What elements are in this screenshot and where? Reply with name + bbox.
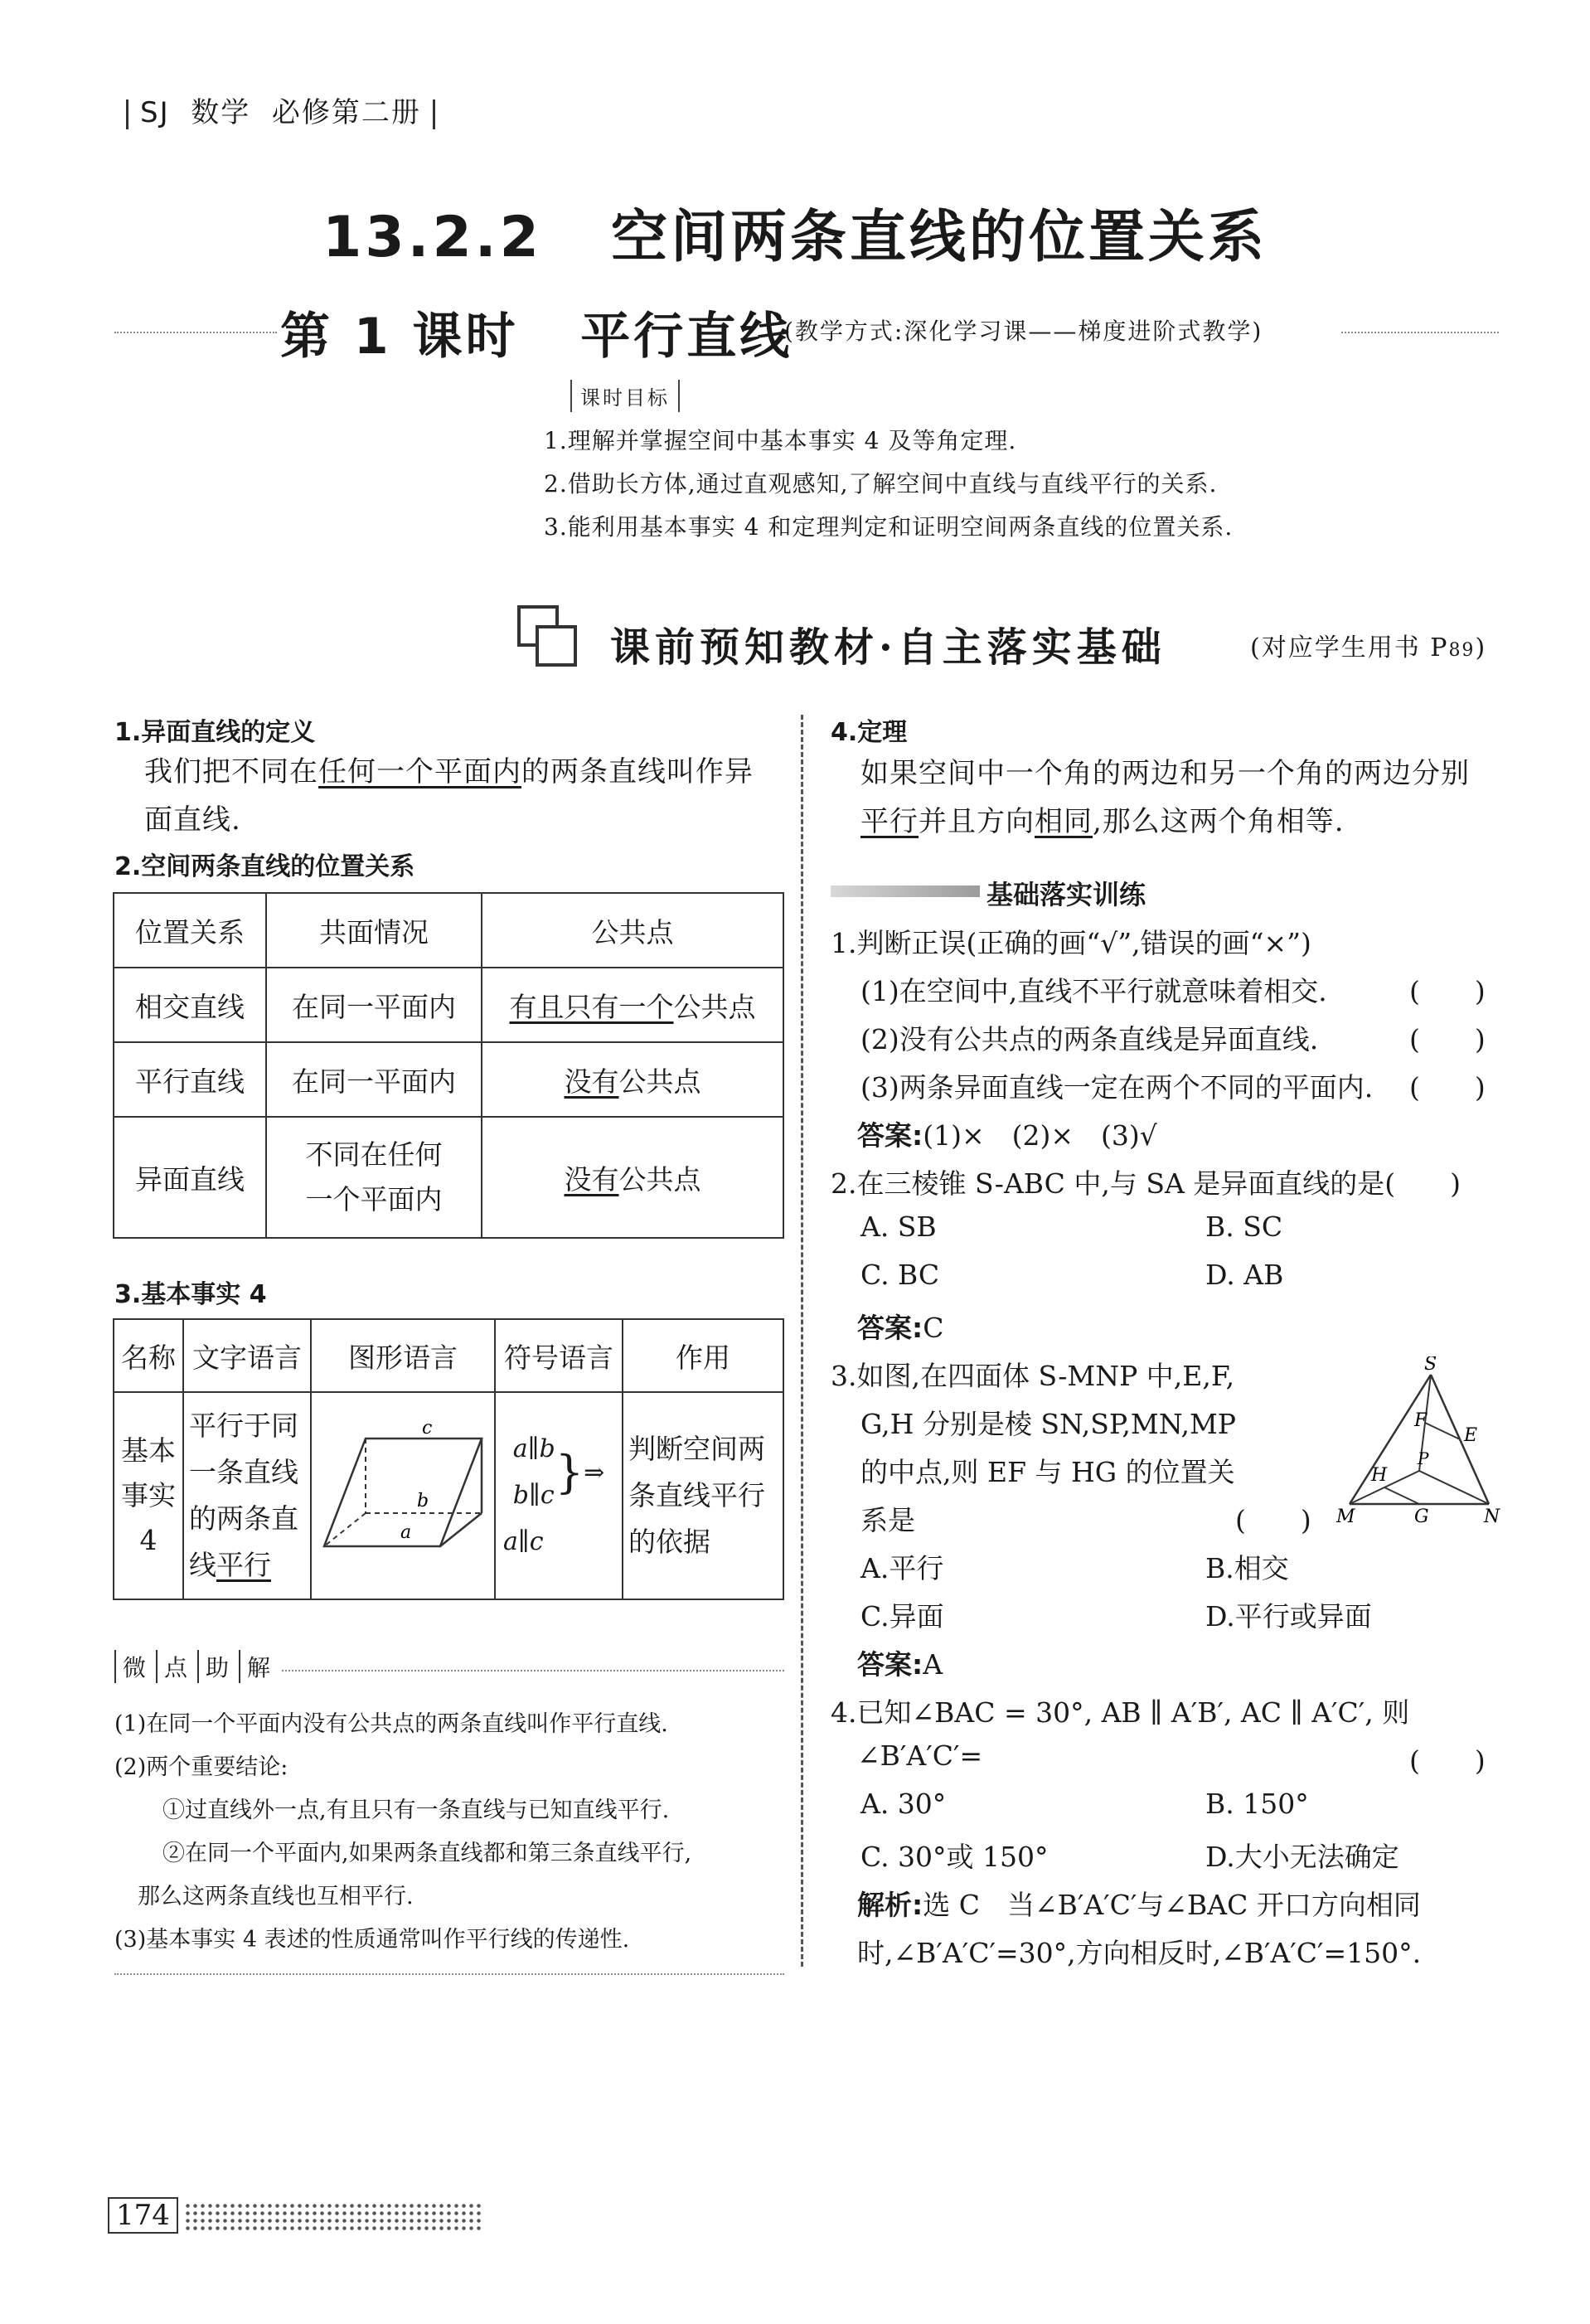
cell-underlined: 没有	[564, 1065, 619, 1098]
answer-label: 答案:	[857, 1312, 923, 1344]
symbol-line: b∥c	[512, 1481, 555, 1510]
section-number: 13.2.2	[322, 205, 542, 270]
cell-line: 基本	[121, 1434, 176, 1467]
heading-skew-definition: 1.异面直线的定义	[114, 718, 316, 747]
cell-text: 公共点	[673, 990, 756, 1023]
fig-label-b: b	[417, 1491, 429, 1511]
cell-line: 条直线平行	[628, 1479, 765, 1511]
column-divider	[801, 715, 803, 1967]
page-number: 174	[108, 2197, 178, 2234]
table-row	[114, 1042, 783, 1117]
parallel-lines-figure	[316, 1422, 490, 1563]
tip-line: ①过直线外一点,有且只有一条直线与已知直线平行.	[162, 1798, 670, 1823]
table-header-cell: 符号语言	[495, 1319, 623, 1392]
table-cell: 在同一平面内	[266, 968, 482, 1042]
q4-stem: ∠B′A′C′=	[857, 1739, 983, 1772]
ref-suffix: )	[1475, 633, 1487, 662]
fig-label-a: a	[400, 1522, 412, 1543]
table-cell	[482, 968, 783, 1042]
header-bar-right	[433, 99, 435, 129]
fig-label-P: P	[1418, 1448, 1429, 1468]
q4-stem: 4.已知∠BAC = 30°, AB ∥ A′B′, AC ∥ A′C′, 则	[831, 1696, 1410, 1729]
lesson-label: 第 1 课时	[280, 308, 519, 366]
tip-line: (1)在同一个平面内没有公共点的两条直线叫作平行直线.	[114, 1711, 668, 1737]
section-reference	[1250, 627, 1486, 663]
def-text: 我们把不同在	[144, 755, 318, 788]
header-subject: 数学	[191, 96, 251, 129]
table-header-cell: 共面情况	[266, 893, 482, 968]
ref-prefix: (对应学生用书 P	[1250, 633, 1449, 662]
heading-fact4: 3.基本事实 4	[114, 1280, 267, 1309]
fact4-table	[113, 1318, 784, 1600]
q3-option: A.平行	[860, 1552, 944, 1584]
explanation-text: 选 C 当∠B′A′C′与∠BAC 开口方向相同	[923, 1889, 1421, 1921]
table-header-cell: 位置关系	[114, 893, 266, 968]
goal-item: 3.能利用基本事实 4 和定理判定和证明空间两条直线的位置关系.	[544, 513, 1234, 541]
symbol-line: a∥b	[512, 1434, 555, 1463]
q1-answer	[857, 1114, 1157, 1153]
cell-line: 平行于同	[189, 1409, 298, 1442]
q1-item: (1)在空间中,直线不平行就意味着相交.	[860, 975, 1327, 1007]
cell-underlined: 有且只有一个	[509, 990, 674, 1023]
tip-line: 那么这两条直线也互相平行.	[138, 1884, 414, 1909]
q4-explanation-cont: 时,∠B′A′C′=30°,方向相反时,∠B′A′C′=150°.	[857, 1937, 1422, 1969]
cell-line	[189, 1542, 309, 1589]
table-cell: 相交直线	[114, 968, 266, 1042]
table-cell	[266, 1117, 482, 1238]
q3-answer	[857, 1643, 943, 1682]
fig-label-H: H	[1371, 1465, 1388, 1486]
lesson-heading	[280, 297, 793, 368]
answer-value: C	[923, 1312, 944, 1344]
table-header-cell: 公共点	[482, 893, 783, 968]
table-row	[114, 1392, 783, 1599]
cell-line: 4	[139, 1524, 158, 1556]
q2-option: C. BC	[860, 1259, 940, 1291]
theorem-text: 如果空间中一个角的两边和另一个角的两边分别	[860, 757, 1470, 790]
goal-item: 2.借助长方体,通过直观感知,了解空间中直线与直线平行的关系.	[544, 470, 1218, 497]
fact4-symbol-cell	[495, 1392, 623, 1599]
q3-line: 的中点,则 EF 与 HG 的位置关	[860, 1456, 1235, 1488]
table-cell: 平行直线	[114, 1042, 266, 1117]
implies-arrow: ⇒	[584, 1458, 605, 1487]
tip-line: (2)两个重要结论:	[114, 1754, 288, 1780]
q3-line: 3.如图,在四面体 S-MNP 中,E,F,	[831, 1360, 1235, 1392]
lesson-method: (教学方式:深化学习课——梯度进阶式教学)	[784, 318, 1263, 345]
answer-label: 答案:	[857, 1648, 923, 1681]
table-cell	[482, 1117, 783, 1238]
fig-label-G: G	[1414, 1506, 1429, 1527]
heading-theorem: 4.定理	[831, 718, 908, 747]
tips-tag-char: 助	[197, 1650, 239, 1683]
page-dot-pattern	[184, 2202, 482, 2230]
q2-option: B. SC	[1205, 1211, 1283, 1243]
table-header-row	[114, 1319, 783, 1392]
fact4-text-cell	[183, 1392, 311, 1599]
q4-explanation	[857, 1884, 1421, 1923]
goals-tag: 课时目标	[570, 380, 680, 412]
q3-option: C.异面	[860, 1600, 944, 1633]
symbol-premises	[513, 1426, 555, 1519]
table-cell: 异面直线	[114, 1117, 266, 1238]
tip-line: (3)基本事实 4 表述的性质通常叫作平行线的传递性.	[114, 1927, 630, 1953]
theorem-text	[860, 798, 1345, 846]
q4-option: A. 30°	[860, 1788, 947, 1820]
running-header	[114, 90, 447, 130]
tip-line: ②在同一个平面内,如果两条直线都和第三条直线平行,	[162, 1841, 692, 1866]
cell-line: 一条直线	[189, 1456, 298, 1488]
cell-line: 的两条直	[189, 1502, 298, 1535]
q1-paren: ( )	[1409, 975, 1486, 1007]
q1-stem: 1.判断正误(正确的画“√”,错误的画“×”)	[831, 927, 1311, 959]
answer-value: (1)× (2)× (3)√	[923, 1119, 1157, 1152]
lesson-name: 平行直线	[580, 308, 793, 366]
table-header-cell: 文字语言	[183, 1319, 311, 1392]
cell-underlined: 平行	[216, 1549, 271, 1581]
table-header-cell: 作用	[623, 1319, 783, 1392]
lesson-rule-right	[1341, 332, 1499, 333]
table-header-row	[114, 893, 783, 968]
skew-definition	[144, 748, 754, 796]
theorem-underlined: 相同	[1035, 805, 1093, 838]
fig-label-S: S	[1424, 1356, 1437, 1375]
brace-glyph: }	[555, 1446, 584, 1498]
cell-line: 判断空间两	[628, 1433, 765, 1465]
header-bar-left	[126, 99, 128, 129]
q2-option: D. AB	[1205, 1259, 1284, 1291]
def-text: 面直线.	[144, 803, 241, 837]
def-text: 的两条直线叫作异	[521, 755, 754, 788]
section-title-text: 空间两条直线的位置关系	[610, 205, 1268, 270]
fact4-use-cell	[623, 1392, 783, 1599]
fig-label-F: F	[1414, 1410, 1428, 1431]
section-title	[0, 192, 1590, 273]
fig-label-N: N	[1484, 1506, 1500, 1527]
relations-table	[113, 892, 784, 1239]
explanation-label: 解析:	[857, 1889, 923, 1921]
table-header-cell: 图形语言	[311, 1319, 495, 1392]
lesson-rule-left	[114, 332, 277, 333]
cell-line: 一个平面内	[305, 1183, 443, 1215]
q1-paren: ( )	[1409, 1071, 1486, 1104]
q1-item: (3)两条异面直线一定在两个不同的平面内.	[860, 1071, 1374, 1104]
cell-underlined: 没有	[564, 1162, 619, 1196]
theorem-text-part: ,那么这两个角相等.	[1093, 805, 1345, 838]
tips-rule-bottom	[114, 1973, 784, 1975]
symbol-line: a∥c	[503, 1527, 544, 1556]
q4-option: D.大小无法确定	[1205, 1841, 1399, 1873]
cell-line: 不同在任何	[305, 1138, 443, 1171]
cell-line: 事实	[121, 1479, 176, 1511]
tips-tag	[114, 1650, 295, 1683]
theorem-text-part: 并且方向	[919, 805, 1035, 838]
tips-tag-char: 点	[156, 1650, 197, 1683]
q2-stem: 2.在三棱锥 S-ABC 中,与 SA 是异面直线的是( )	[831, 1167, 1462, 1200]
tips-tag-char: 微	[114, 1650, 156, 1683]
q1-paren: ( )	[1409, 1023, 1486, 1055]
cell-text: 公共点	[618, 1065, 701, 1098]
q1-item: (2)没有公共点的两条直线是异面直线.	[860, 1023, 1319, 1055]
q4-option: B. 150°	[1205, 1788, 1309, 1820]
cell-text: 线	[189, 1549, 216, 1581]
table-header-cell: 名称	[114, 1319, 183, 1392]
ref-page: 89	[1448, 640, 1476, 661]
fig-label-c: c	[422, 1422, 433, 1439]
q4-option: C. 30°或 150°	[860, 1841, 1049, 1873]
fig-label-M: M	[1336, 1506, 1355, 1527]
q3-option: D.平行或异面	[1205, 1600, 1372, 1633]
table-cell	[482, 1042, 783, 1117]
section-squares-icon	[516, 604, 582, 670]
fact4-name-cell	[114, 1392, 183, 1599]
def-underlined: 任何一个平面内	[318, 755, 521, 788]
q3-line: 系是	[860, 1504, 915, 1536]
header-book: 必修第二册	[271, 96, 421, 129]
tips-rule-top	[282, 1670, 784, 1671]
header-code: SJ	[140, 96, 170, 129]
q3-line: G,H 分别是棱 SN,SP,MN,MP	[860, 1408, 1236, 1440]
q2-answer	[857, 1307, 943, 1346]
theorem-underlined: 平行	[860, 805, 919, 838]
answer-label: 答案:	[857, 1119, 923, 1152]
q4-paren: ( )	[1409, 1744, 1486, 1777]
tetrahedron-figure	[1335, 1356, 1500, 1531]
tips-tag-char: 解	[239, 1650, 280, 1683]
practice-bar	[831, 885, 980, 897]
answer-value: A	[923, 1648, 943, 1681]
cell-line: 的依据	[628, 1526, 710, 1558]
table-cell: 在同一平面内	[266, 1042, 482, 1117]
heading-position-relations: 2.空间两条直线的位置关系	[114, 852, 415, 881]
q3-option: B.相交	[1205, 1552, 1289, 1584]
practice-heading: 基础落实训练	[986, 879, 1146, 910]
goal-item: 1.理解并掌握空间中基本事实 4 及等角定理.	[544, 427, 1017, 454]
q3-paren: ( )	[1235, 1504, 1311, 1536]
section-banner-title: 课前预知教材·自主落实基础	[610, 624, 1166, 671]
fig-label-E: E	[1464, 1425, 1478, 1446]
symbol-block	[497, 1426, 621, 1519]
q2-option: A. SB	[860, 1211, 937, 1243]
fact4-figure-cell	[311, 1392, 495, 1599]
table-row	[114, 1117, 783, 1238]
cell-text: 公共点	[618, 1162, 701, 1196]
table-row	[114, 968, 783, 1042]
